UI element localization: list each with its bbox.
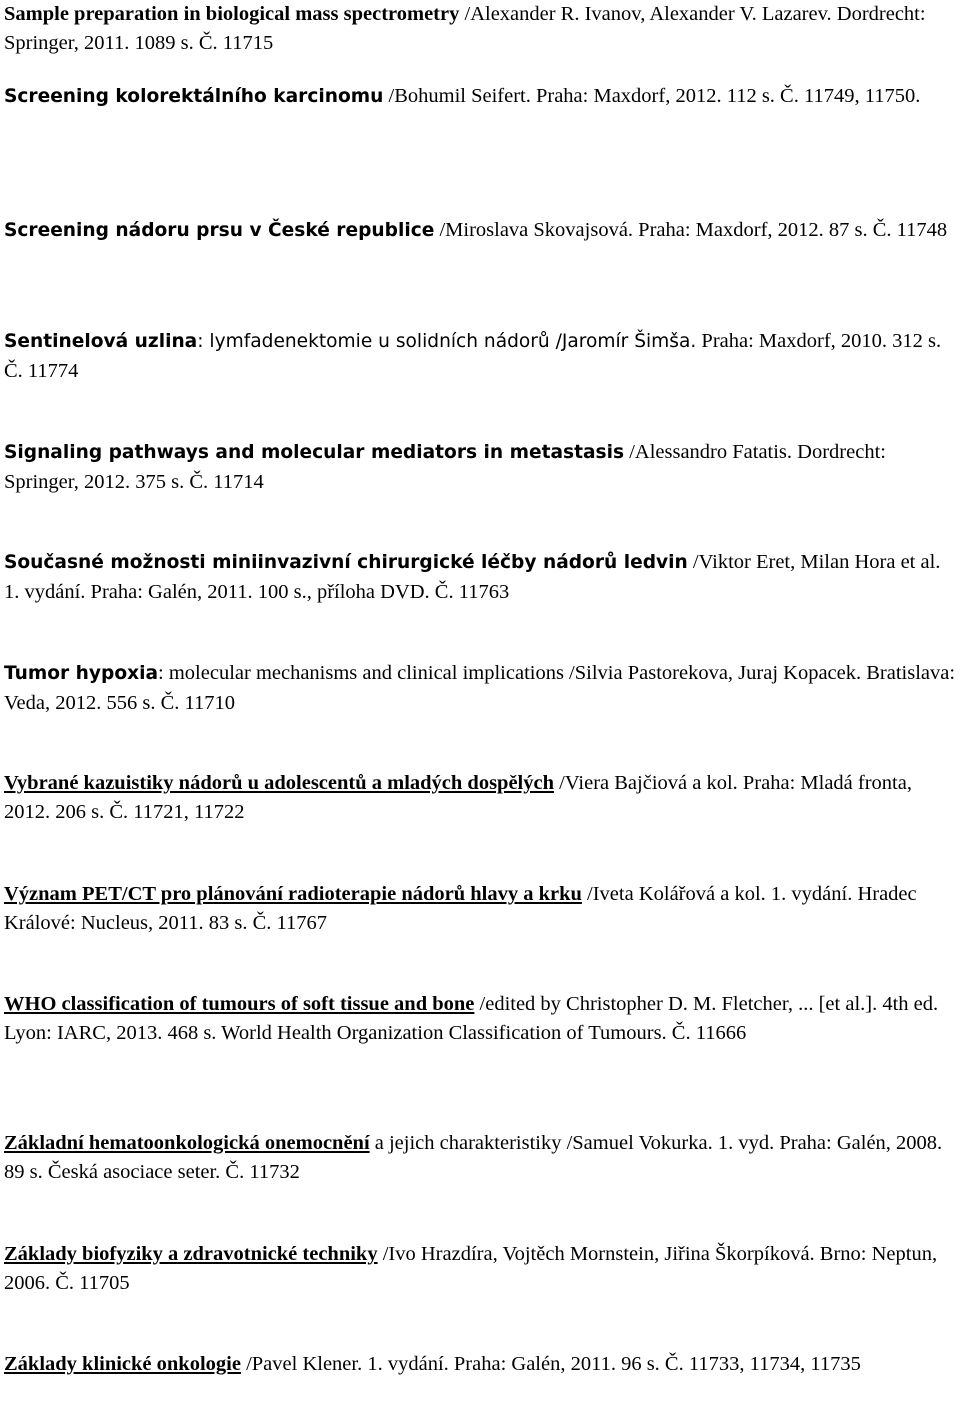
bibliography-page (4, 0, 956, 1404)
entry-details: Alexander R. Ivanov, Alexander V. Lazarev. Dordrecht: Springer, 2011. 1089 s. Č. 11715 (4, 3, 926, 54)
entry-separator: / (554, 772, 565, 794)
entry-details: Pavel Klener. 1. vydání. Praha: Galén, 2011. 96 s. Č. 11733, 11734, 11735 (251, 1353, 861, 1375)
bibliography-entry (4, 548, 956, 606)
entry-title: Tumor hypoxia (4, 663, 159, 684)
entry-subtitle: lymfadenektomie u solidních nádorů /Jaromír Šimša. (209, 331, 697, 352)
entry-details: Miroslava Skovajsová. Praha: Maxdorf, 2012. 87 s. Č. 11748 (445, 219, 948, 241)
bibliography-entry (4, 990, 956, 1047)
entry-title: Sample preparation in biological mass spectrometry (4, 3, 460, 25)
entry-details: molecular mechanisms and clinical implications /Silvia Pastorekova, Juraj Kopacek. Bratislava: Veda, 2012. 556 s. Č. 11710 (4, 662, 956, 714)
entry-separator: / (240, 1353, 252, 1375)
entry-details: Ivo Hrazdíra, Vojtěch Mornstein, Jiřina Škorpíková. Brno: Neptun, 2006. Č. 11705 (4, 1243, 938, 1294)
bibliography-entry (4, 1350, 956, 1379)
entry-details: Alessandro Fatatis. Dordrecht: Springer, 2012. 375 s. Č. 11714 (4, 441, 886, 493)
entry-details: a jejich charakteristiky /Samuel Vokurka. 1. vyd. Praha: Galén, 2008. 89 s. Česká asociace seter. Č. 11732 (4, 1132, 943, 1183)
entry-details: Iveta Kolářová a kol. 1. vydání. Hradec Králové: Nucleus, 2011. 83 s. Č. 11767 (4, 883, 917, 934)
entry-separator: / (377, 1243, 389, 1265)
entry-title: WHO classification of tumours of soft tissue and bone (4, 993, 475, 1015)
bibliography-entry (4, 327, 956, 385)
bibliography-entry (4, 769, 956, 826)
bibliography-entry (4, 438, 956, 496)
entry-separator: / (581, 883, 593, 905)
entry-details: Praha: Maxdorf, 2010. 312 s. Č. 11774 (4, 330, 942, 382)
entry-title: Význam PET/CT pro plánování radioterapie nádorů hlavy a krku (4, 883, 582, 905)
bibliography-entry (4, 659, 956, 717)
bibliography-entry (4, 82, 956, 112)
entry-title: Vybrané kazuistiky nádorů u adolescentů a mladých dospělých (4, 772, 554, 794)
entry-title: Základní hematoonkologická onemocnění (4, 1132, 370, 1154)
entry-separator: / (459, 3, 471, 25)
entry-title: Základy klinické onkologie (4, 1353, 241, 1375)
entry-title: Screening kolorektálního karcinomu (4, 86, 384, 107)
bibliography-entry (4, 880, 956, 937)
entry-details: Viktor Eret, Milan Hora et al. 1. vydání. Praha: Galén, 2011. 100 s., příloha DVD. Č. 11763 (4, 551, 941, 603)
entry-separator: : (158, 662, 169, 684)
bibliography-entry (4, 216, 956, 246)
entry-title: Současné možnosti miniinvazivní chirurgické léčby nádorů ledvin (4, 552, 688, 573)
entry-separator: / (687, 551, 699, 573)
entry-details: Viera Bajčiová a kol. Praha: Mladá fronta, 2012. 206 s. Č. 11721, 11722 (4, 772, 912, 823)
entry-details: edited by Christopher D. M. Fletcher, ... [et al.]. 4th ed. Lyon: IARC, 2013. 468 s. World Health Organization Classification of Tumours. Č. 11666 (4, 993, 939, 1044)
entry-title: Screening nádoru prsu v České republice (4, 220, 435, 241)
entry-separator: / (624, 441, 635, 463)
entry-title: Základy biofyziky a zdravotnické techniky (4, 1243, 378, 1265)
bibliography-entry (4, 0, 956, 57)
entry-separator: : (197, 331, 210, 352)
entry-title: Signaling pathways and molecular mediators in metastasis (4, 442, 625, 463)
bibliography-entry (4, 1129, 956, 1186)
entry-title: Sentinelová uzlina (4, 331, 198, 352)
entry-separator: / (383, 85, 395, 107)
entry-separator: / (434, 219, 446, 241)
entry-details: Bohumil Seifert. Praha: Maxdorf, 2012. 112 s. Č. 11749, 11750. (394, 85, 921, 107)
entry-separator: / (474, 993, 486, 1015)
bibliography-entry (4, 1240, 956, 1297)
